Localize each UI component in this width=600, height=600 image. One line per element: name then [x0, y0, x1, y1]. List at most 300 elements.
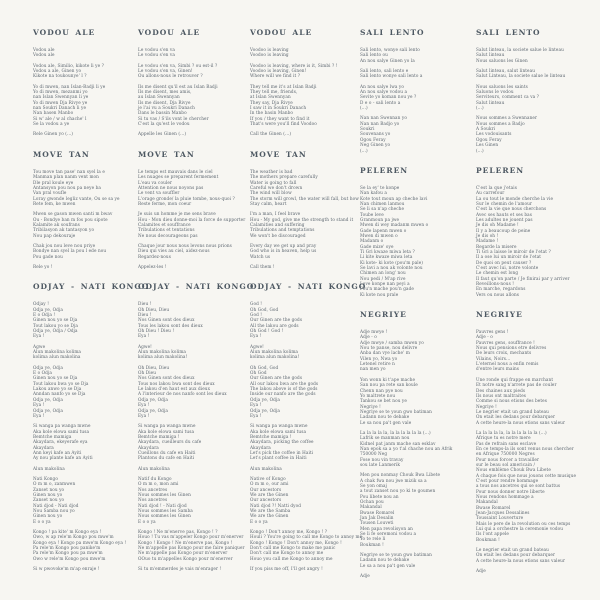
lyric-line: Sali lento, wonye sali lento — [360, 47, 420, 52]
lyric-line: Nos Ginen sont des dieux — [138, 317, 195, 323]
lyric-line: Akaydara — [138, 444, 159, 450]
lyric-line: God ! — [250, 312, 263, 317]
lyric-line: En ce temps-la ils sont venus nous chercher — [476, 445, 574, 451]
lyric-line: A cette heure-la nous etions sans valeur — [476, 419, 566, 425]
lyric-line: Oh God, God — [250, 364, 279, 370]
lyric-line: Il faut qu'on parte / Je finirai par y arriver — [476, 275, 570, 281]
lyric-line: Our ancestors — [250, 497, 282, 503]
lyric-line: Pas de refrain sans esclave — [476, 440, 537, 446]
lyric-line: The storm will growl, the water will fall, but how — [250, 195, 359, 201]
lyric-line: Se lavi a nou ak volonte nou — [360, 265, 423, 270]
lyric-line: Afrique tu es notre mere — [476, 435, 531, 441]
lyric-line: Let's plant coffee in Haiti — [250, 455, 307, 461]
song-title: SALI LENTO — [476, 28, 541, 37]
lyric-line: Ti Gri kwaze miwa leta ? — [360, 248, 415, 254]
lyrics-column-french-column-2 — [476, 28, 582, 579]
lyric-line: Akaydara, cueilleurs du cafe — [138, 439, 202, 445]
lyric-line: Et notre sang n'arrete pas de couler — [476, 382, 557, 388]
lyric-line: Where will we find it ? — [250, 73, 301, 79]
lyric-line: Ou allons-nous le retrouver ? — [138, 73, 203, 79]
stanza — [33, 243, 139, 259]
lyric-line: Bemtche mamiga ! — [250, 433, 292, 439]
lyric-line: Ils l'ont appele — [476, 531, 509, 537]
stanza — [138, 344, 244, 360]
lyric-line: Adje mwye ! — [360, 329, 388, 335]
lyric-line: Bemtche mamiga — [33, 433, 72, 439]
lyric-line: Odja ye, Odja — [33, 407, 63, 413]
lyric-line: Odja ye, Odja — [250, 407, 280, 413]
stanza — [360, 185, 466, 297]
lyric-line: The mothers prepare carefully — [250, 174, 318, 180]
lyric-line: Yo di mwen, mezanmi yo — [33, 89, 88, 95]
lyric-line: Se li sa n'ap cheche — [360, 206, 405, 212]
lyric-line: Gade mize' oye — [360, 243, 394, 249]
lyric-line: Le sa a nou pa't gen vale — [360, 562, 416, 568]
lyric-line: Eya ! — [138, 412, 150, 418]
lyric-line: Ne m'appelle pas Kongo pour m'enerver — [138, 550, 228, 556]
lyric-line: Pou gade nou — [33, 253, 63, 259]
stanza — [476, 84, 582, 111]
lyric-line: Natif du Kongo — [138, 475, 172, 481]
lyric-line: Madanm o — [360, 238, 384, 244]
lyric-line: Se la vodou a ye — [33, 121, 70, 127]
lyric-line: Negriye ! — [360, 403, 381, 409]
lyric-line: Le vodou s'en va — [138, 52, 175, 58]
lyric-line: Pour nous donner notre liberte — [476, 488, 545, 494]
lyric-line: Nous sommes a Swennaner — [476, 115, 538, 121]
lyric-line: Nati djod ! - Nati djod — [138, 502, 187, 508]
lyric-line: Antansyon pou nou pa neye ba — [33, 184, 101, 190]
song-title: ODJAY - NATI KONGO — [138, 282, 255, 292]
lyric-line: Odja ye, Odja / Odja — [33, 328, 78, 334]
stanza — [33, 423, 139, 460]
lyric-line: Voodoo is leaving — [250, 52, 289, 58]
stanza — [360, 552, 466, 568]
stanza — [33, 84, 139, 127]
lyric-line: Kidnel pat janm mache san esklav — [360, 440, 436, 446]
lyric-line: Ann keyi kafe an Ayiti — [33, 449, 82, 455]
lyric-line: Eya ! — [250, 412, 262, 418]
lyric-line: Oh Dieu, Dieu — [138, 364, 170, 370]
lyric-line: Vodou ale — [33, 47, 55, 52]
lyric-line: Le negrier etait un grand bateau — [476, 408, 549, 414]
stanza — [33, 566, 139, 571]
lyric-line: Lakou anwo yo se Dja — [33, 386, 82, 392]
lyric-line: D e o - sali lento a — [360, 99, 401, 105]
lyric-line: Reste ferme, mon coeur — [138, 200, 192, 206]
stanza — [250, 63, 356, 79]
lyric-line: Odja ye, Odja — [33, 306, 63, 312]
lyric-line: nan men yo — [360, 366, 386, 372]
lyric-line: Au carrefour — [476, 190, 505, 196]
lyric-line: Pauvres gens ! — [476, 329, 509, 335]
stanza — [250, 529, 363, 561]
lyric-line: Letenel retire n — [360, 361, 395, 367]
lyric-line: Si wanga pa wanga mwne — [138, 423, 196, 429]
lyric-line: An nou salye Ginen yo la — [360, 57, 415, 63]
lyric-line: Ochan pou — [360, 499, 384, 505]
lyric-line: I'm a man, I feel brave — [250, 211, 301, 217]
song-title: ODJAY - NATI KONGO — [33, 282, 150, 292]
lyric-line: Odjay ! — [33, 301, 49, 307]
lyric-line: Granmoun pa jwe — [360, 216, 400, 222]
stanza — [360, 47, 466, 63]
lyric-line: Salut linteau, la societe salue le linteau — [476, 47, 564, 52]
lyric-line: Anba dan vye lache' m — [360, 350, 410, 356]
lyric-line: Yo di mwen Dja Rivye ye — [33, 99, 88, 105]
lyric-line: I saw it in Soukri Danach — [250, 105, 307, 111]
lyric-line: Jean-Jacques Dessalines — [476, 510, 530, 516]
lyric-line: Ne m'appelle pas Kongo pour me faire paniquer — [138, 545, 245, 551]
lyric-line: Don't call me Kongo to make me panic — [250, 545, 336, 551]
lyric-line: OOuo tu m'appelles Kongo pour m'enerver — [138, 555, 233, 561]
song-title: MOVE TAN — [33, 149, 90, 159]
lyric-line: kolima alun makolina — [33, 354, 81, 360]
stanza — [250, 168, 359, 206]
lyric-line: Bemtche mamiga ! — [138, 433, 180, 439]
lyric-line: An nou salye vodou a — [360, 89, 408, 95]
lyric-line: Ogou Feray — [476, 136, 502, 142]
lyric-line: Ki kote nou prale — [360, 291, 399, 297]
lyric-line: Ogou Feray — [360, 136, 386, 142]
stanza — [360, 573, 466, 578]
lyric-line: A chaque fois que nous jouons cette musique — [476, 472, 577, 478]
lyric-line: Every day we get up and pray — [250, 242, 317, 248]
lyric-line: Je dis oh Madame ! — [476, 222, 519, 228]
lyric-line: Nou te panse, nou delivre — [360, 345, 418, 351]
lyric-line: Vodou ale, Similio, kikote li ye ? — [33, 62, 105, 68]
lyric-line: Oh God, God — [250, 306, 279, 312]
lyric-line: kolima alun makolina! — [138, 354, 188, 360]
lyric-line: Nati Kongo — [33, 475, 58, 481]
lyric-line: Regardez-nous — [138, 253, 171, 259]
lyric-line: Nan basen Manbo — [33, 110, 74, 116]
lyric-line: Mwen di mwen o — [360, 232, 398, 238]
stanza — [33, 169, 139, 206]
lyric-line: Adje - o — [476, 334, 493, 340]
stanza — [360, 472, 466, 547]
lyric-line: Neg Ginen yo — [360, 142, 391, 148]
lyric-line: Nan kafou a — [360, 190, 387, 196]
lyric-line: Makandal — [476, 499, 498, 505]
song-title: PELEREN — [476, 165, 525, 175]
lyric-line: La la la la la, la la la la la la (...) — [476, 429, 547, 435]
lyric-line: Sali lento wonye sali lento a — [360, 73, 423, 79]
lyric-line: Negriye ! — [476, 403, 497, 409]
lyric-line: Loray gwonde legliz vante, Ou se sa ye — [33, 195, 120, 201]
lyric-line: Salut linteau — [476, 52, 505, 58]
lyric-line: Li kite kwaze miwa leta — [360, 254, 413, 260]
lyric-line: Call them ! — [250, 263, 275, 269]
lyric-line: Nati djod - Nati djod — [33, 502, 79, 508]
lyric-line: Manman plan nanm vent mon — [33, 174, 99, 180]
lyric-line: Makandal — [360, 504, 382, 510]
lyric-line: Le chemin est long — [476, 270, 519, 276]
lyric-line: That's were you'll find Voodoo — [250, 121, 317, 127]
stanza — [476, 185, 582, 297]
lyric-line: Chak jou nou leve nou priye — [33, 242, 96, 248]
lyric-line: Tousen Louveti — [360, 520, 394, 526]
stanza — [33, 529, 139, 561]
lyric-line: Une ronde qui frappe en marchant — [476, 376, 554, 382]
lyric-line: Ladann nou te debake — [360, 557, 410, 563]
lyric-line: Alun makolina — [33, 465, 65, 471]
lyric-line: Our ancestors — [250, 486, 282, 492]
lyric-line: They tell me it's at Islan Badji — [250, 83, 317, 89]
lyric-line: Sali lento, sali lento e — [360, 68, 409, 74]
song-title: VODOU ALE — [33, 28, 96, 37]
lyric-line: Pauvres gens, souffrance ! — [476, 339, 535, 345]
lyric-line: Tou move tan pase' nan syel la e — [33, 168, 105, 174]
lyric-line: En marche, regardons — [476, 286, 526, 292]
lyric-line: Oh God — [250, 370, 267, 376]
lyric-line: Pour nous forcer a travailler — [476, 456, 540, 462]
lyric-line: Ne nous decourageons pas — [138, 232, 198, 238]
lyric-line: Don't call me Kongo to annoy me — [250, 550, 324, 556]
lyric-line: Appelle les Ginen (...) — [138, 131, 187, 137]
lyric-line: Kongo eya ! Kongo pa mwe'm Kongo eya ! — [33, 539, 127, 545]
lyric-line: Houo you call me Kongo to annoy me — [250, 555, 333, 561]
lyric-line: Bondye nan syel la pou l ede nou — [33, 248, 107, 254]
song-title: NEGRIYE — [360, 310, 407, 320]
lyric-line: Nous saluons les saints — [476, 83, 528, 89]
stanza — [250, 344, 356, 360]
lyric-line: Zanset nou yo — [33, 486, 65, 492]
lyric-line: (...) — [360, 105, 368, 111]
lyric-line: Voodoo is leaving, where is it, Simbi ? ! — [250, 62, 338, 68]
lyric-line: Odja ye, Odja — [33, 396, 63, 402]
lyric-line: Le temps est mauvais dans le ciel — [138, 168, 213, 174]
song-title: VODOU ALE — [250, 28, 313, 37]
lyric-line: E o o ya — [33, 518, 51, 524]
lyric-line: Le lakou d'en haut est aux dieux — [138, 386, 211, 392]
lyric-line: Pa rele'm Kongo pou pa mwe'm — [33, 550, 103, 556]
lyric-line: Pa rele'm Kongo pou panike'm — [33, 545, 101, 551]
lyric-line: An nou salye lwa yo — [360, 83, 404, 89]
lyric-line: Negriye se te youn gwo batiman — [360, 552, 432, 558]
lyric-line: Vers ou nous allons — [476, 291, 519, 297]
lyric-line: God who is in heaven, help us — [250, 248, 317, 254]
stanza — [138, 131, 244, 136]
lyric-line: Rele Ginen yo (...) — [33, 131, 74, 137]
lyric-line: Gade lapenn mwen o — [360, 227, 407, 233]
lyric-line: Nan nan Badjo yo — [360, 120, 400, 126]
lyric-line: Oh God ! God ! — [250, 328, 284, 334]
lyric-line: Adje — [476, 568, 486, 574]
lyric-line: Stay calm, heart — [250, 200, 287, 206]
lyric-line: Vilen yo, Nwa yo — [360, 355, 398, 361]
lyric-line: Akaydara — [33, 444, 54, 450]
stanza — [476, 547, 582, 563]
lyric-line: Soukri — [360, 126, 375, 132]
lyric-line: Les vodouisants — [476, 131, 512, 137]
lyric-line: Lafrik se manman nou — [360, 435, 410, 441]
lyric-line: Le vodou s'en va, Simbi ? ou est-il ? — [138, 62, 218, 68]
lyric-line: On etait les dedans pour debarquer — [476, 552, 556, 558]
stanza — [250, 211, 356, 238]
lyric-line: Adje — [360, 573, 370, 579]
lyric-line: Vodou a ale, Ginen yo — [33, 68, 82, 74]
lyric-line: Madame ! — [476, 238, 499, 244]
lyric-line: San nou pa rete san koule — [360, 382, 418, 388]
lyric-line: Nos ancetres — [138, 497, 168, 503]
lyric-line: Calamities and suffering — [250, 221, 305, 227]
lyric-line: Nos Ginen sont des dieux — [138, 375, 195, 381]
lyric-line: Ginen nou yo — [33, 491, 63, 497]
lyric-line: Aka kole elowa sami tusa — [33, 428, 90, 434]
stanza — [33, 131, 139, 136]
lyric-line: nan Islan Swennyan li ye — [33, 94, 89, 100]
lyric-line: De quoi on peut causer ? — [476, 259, 532, 265]
lyric-line: God ! — [250, 301, 263, 307]
lyric-line: E o Odja — [33, 370, 52, 376]
lyric-line: Agwe! — [138, 343, 152, 349]
song-title: MOVE TAN — [138, 149, 195, 159]
stanza — [33, 47, 139, 58]
lyric-line: Ti Gri a laisse le miroir de l'etat ? — [476, 248, 551, 254]
stanza — [138, 466, 244, 471]
lyric-line: Si tu vas / S'ils vont le chercher — [138, 115, 209, 121]
lyric-line: Bwase Romarel — [476, 504, 511, 510]
lyric-line: Houo ! Tu vas m'appeler Kongo pour m'enerver — [138, 534, 244, 540]
lyric-line: Pou'n mache pou'n gade — [360, 286, 414, 292]
lyric-line: Adje - o — [360, 334, 377, 340]
lyric-line: Hou - Mon dieu donne-moi la force de supporter — [138, 216, 246, 222]
lyric-line: Serviteurs, comment ca va ? — [476, 94, 540, 100]
lyric-line: The lakou above is of the gods — [250, 386, 318, 392]
lyric-line: Kongo ! Ne m'enerve pas, Kongo ! ? — [138, 529, 218, 535]
stanza — [250, 243, 356, 259]
stanza — [360, 329, 466, 372]
lyric-line: All the lakou are gods — [250, 322, 299, 328]
stanza — [476, 115, 582, 152]
lyric-line: 750000 Neg — [360, 451, 388, 457]
lyric-line: A l'interieur de nos nanfo sont les dieux — [138, 391, 227, 397]
lyric-line: en Afrique 750000 Negres — [476, 451, 535, 457]
stanza — [476, 568, 582, 573]
stanza — [33, 211, 139, 238]
lyric-line: Mwen se gason mwen santi m bwav — [33, 211, 113, 217]
lyric-line: Adje mwye / samba mwen yo — [360, 339, 424, 345]
lyric-line: Nous sommes les Ginen — [138, 491, 191, 497]
lyric-line: Men pou nonmay Chouk Bwa Libete — [360, 472, 441, 478]
lyric-line: Nan epok sa a yo t'al chache nou an Afrik — [360, 445, 453, 451]
lyric-line: Tribilasyon ak tantasyon yo — [33, 227, 95, 233]
lyric-line: We won't be discouraged — [250, 232, 306, 238]
lyric-line: Je suis un homme je me sens brave — [138, 211, 216, 217]
lyric-line: Akaydara, ekeyerafe eya — [33, 439, 88, 445]
stanza — [138, 566, 244, 571]
lyric-line: Tous les lakou sont des dieux — [138, 322, 203, 328]
lyric-line: C'est pour rendre hommage — [476, 478, 539, 483]
lyric-line: Ginen nou yo — [33, 513, 63, 519]
lyric-line: Kongo ! Kongo ! Don't annoy me, Kongo ! — [250, 539, 342, 545]
lyric-line: Aka kole elowa sami tusa — [250, 428, 307, 434]
lyric-line: Zanset nou yo — [33, 497, 65, 503]
lyric-line: (...) — [360, 147, 368, 153]
lyric-line: Saluons le vodou — [476, 89, 514, 95]
lyric-line: Careful we don't drown — [250, 184, 303, 190]
stanza — [33, 63, 139, 79]
stanza — [138, 529, 244, 561]
lyric-line: Eya ! — [33, 333, 45, 339]
lyric-line: We are the Samba — [250, 508, 291, 513]
stanza — [138, 63, 244, 79]
stanza — [138, 365, 244, 418]
lyric-line: O m m o, our ami — [250, 481, 289, 487]
lyric-line: (...) — [476, 147, 484, 153]
lyric-line: Ils me disent, mes amis, — [138, 89, 192, 95]
lyric-line: All our lakou bwa are the gods — [250, 380, 319, 386]
lyric-line: The wind will blow — [250, 190, 292, 196]
lyric-line: Le vent va souffler — [138, 190, 180, 196]
lyric-line: Nou Samba nou yo — [33, 508, 75, 513]
lyric-line: Mwen di wey madanm mwen o — [360, 222, 429, 228]
lyric-line: Kote tout moun ap cheche lavi — [360, 195, 428, 201]
lyric-line: Kongo ! pa kite' m Kongo eya ! — [33, 529, 102, 535]
lyric-line: If you / they want to find it — [250, 115, 310, 121]
stanza — [476, 329, 582, 372]
lyric-line: Yo te rele li — [360, 536, 386, 542]
stanza — [250, 566, 356, 571]
lyric-line: E o Odja ! — [33, 312, 56, 317]
lyric-line: We are the Ginen — [250, 513, 289, 519]
lyric-line: O m m o, zanmwen — [33, 481, 76, 487]
lyric-line: Hou - My god, give me the strength to stand it — [250, 216, 354, 222]
lyric-line: E o o ya — [250, 518, 268, 524]
lyric-line: Avec ses hauts et ses bas — [476, 211, 532, 217]
lyric-line: Oh Dieu — [138, 370, 157, 376]
lyric-line: at Islan Swennyan — [250, 94, 291, 100]
lyric-line: Eya ! — [138, 333, 150, 339]
lyric-line: Je dis oh ! — [476, 232, 499, 238]
lyric-line: Leve konpe nan peyi a — [360, 281, 410, 287]
lyric-line: A cette heure-la nous etions sans valeur — [476, 557, 566, 563]
lyric-line: Tribulations et tentations — [138, 227, 195, 233]
lyric-line: Alun makolina kolima — [33, 349, 82, 355]
lyric-line: Se la ey' te konpe — [360, 184, 400, 190]
stanza — [33, 344, 139, 360]
lyric-line: Van pral voufle — [33, 190, 67, 196]
lyric-line: Alun makolina — [250, 465, 282, 471]
stanza — [250, 131, 356, 136]
lyric-line: je l'ai vu a Soukri Danach — [138, 105, 195, 111]
lyric-line: Odja ye, Odja — [250, 396, 280, 402]
lyric-line: C'est la vie que nous cherchons — [476, 206, 547, 212]
lyric-line: Tankou se bet nou ye — [360, 398, 407, 404]
stanza — [250, 264, 356, 269]
stanza — [138, 476, 244, 524]
lyric-line: Ki kote- ki kote (pou'm pale) — [360, 259, 424, 265]
lyric-line: Our Ginen are the gods — [250, 317, 303, 323]
lyric-line: E o o ya — [138, 518, 156, 524]
stanza — [33, 466, 139, 471]
lyric-line: au Islan Swennyan — [138, 94, 180, 100]
lyric-line: Souvenans yo — [360, 131, 391, 137]
lyric-line: Bwase Romarel — [360, 509, 395, 515]
lyric-line: d'entre leurs mains — [476, 366, 520, 372]
lyric-line: Si wanga pa wanga mwne — [33, 423, 91, 429]
lyric-line: Aka kole elowa sami tusa — [138, 428, 195, 434]
lyric-line: Yo di mwen, nan Islan-Badji li ye — [33, 83, 106, 89]
lyric-line: Agwe — [33, 343, 46, 349]
lyric-line: Le negrier etait un grand bateau — [476, 547, 549, 553]
lyric-line: sur le beau sol americain / — [476, 461, 535, 467]
lyric-line: Rele yo ! — [33, 263, 53, 269]
stanza — [138, 243, 244, 259]
lyric-line: De leurs croix, mechants — [476, 350, 532, 356]
lyric-line: Kikote na toukounye' l ? — [33, 73, 87, 79]
